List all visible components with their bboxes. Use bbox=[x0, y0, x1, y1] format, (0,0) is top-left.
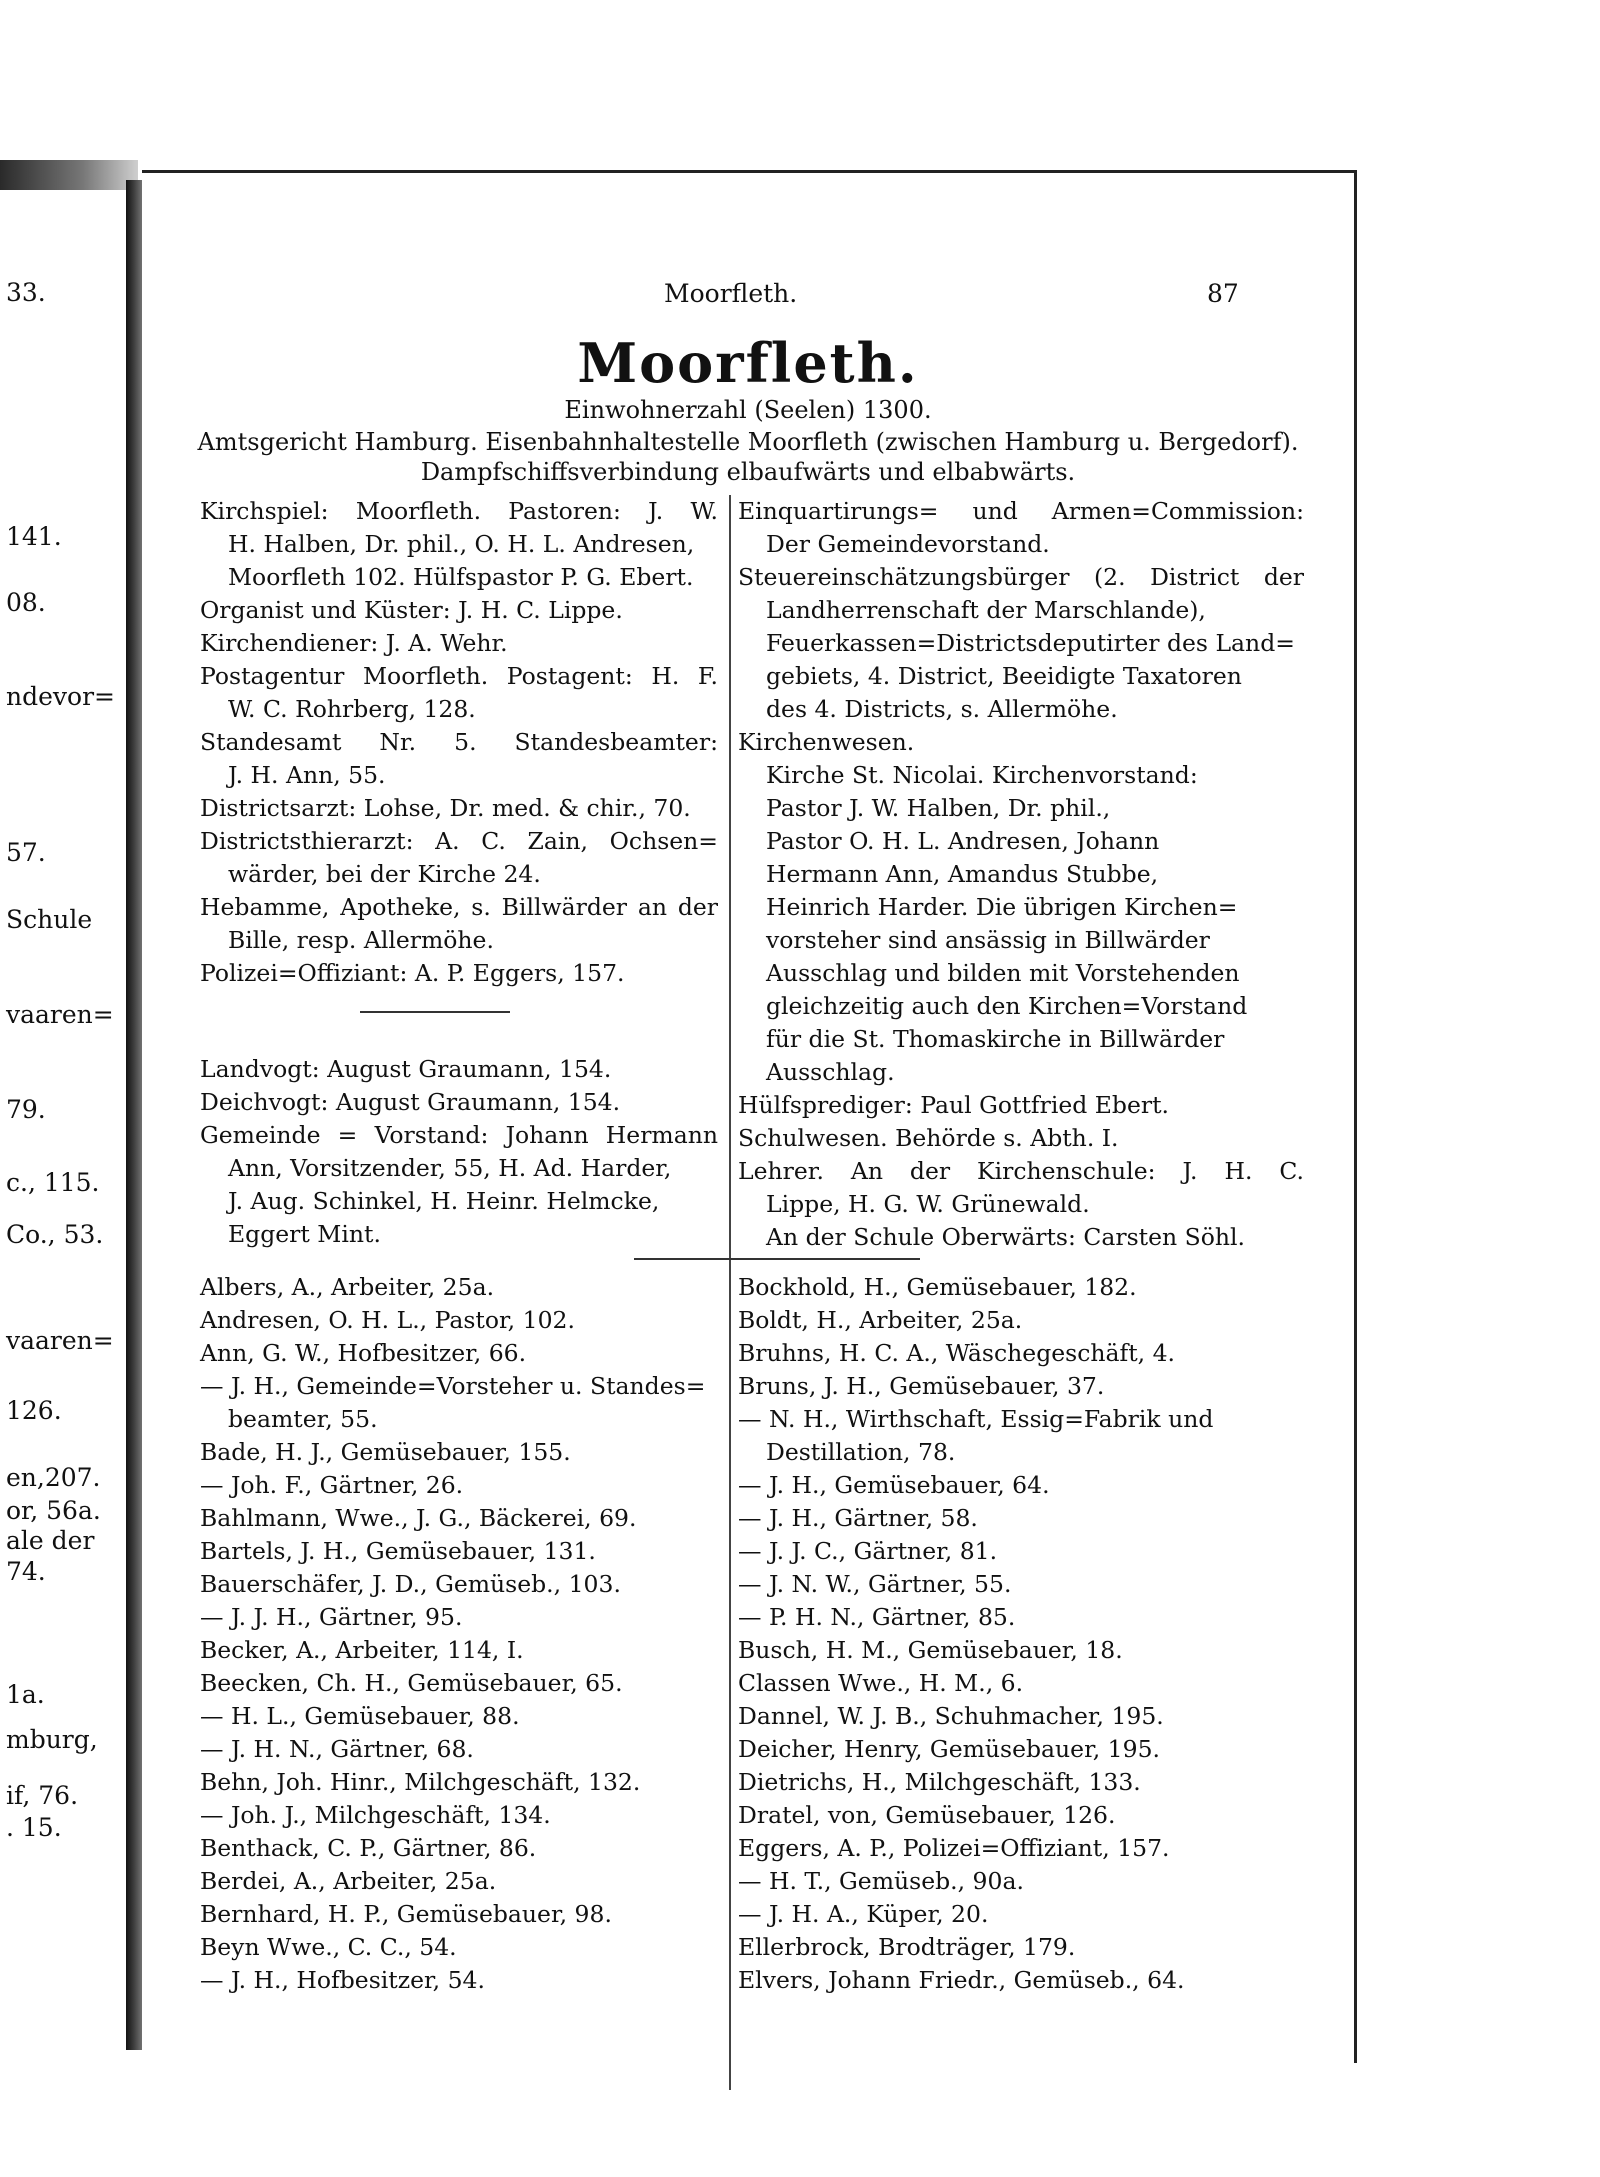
officials-line: J. Aug. Schinkel, H. Heinr. Helmcke, bbox=[228, 1187, 660, 1215]
running-title: Moorfleth. bbox=[664, 279, 798, 308]
officials-left-2 bbox=[200, 1053, 718, 1251]
resident-entry: — J. H. N., Gärtner, 68. bbox=[200, 1735, 474, 1763]
page-title: Moorfleth. bbox=[577, 331, 919, 395]
resident-entry: Andresen, O. H. L., Pastor, 102. bbox=[200, 1306, 575, 1334]
resident-entry: Bahlmann, Wwe., J. G., Bäckerei, 69. bbox=[200, 1504, 637, 1532]
facing-page-fragment: 1a. bbox=[6, 1680, 45, 1709]
officials-line: Landherrenschaft der Marschlande), bbox=[766, 596, 1206, 624]
resident-entry: — H. T., Gemüseb., 90a. bbox=[738, 1867, 1024, 1895]
facing-page-fragment: vaaren= bbox=[6, 1000, 114, 1029]
resident-entry: Eggers, A. P., Polizei=Offiziant, 157. bbox=[738, 1834, 1170, 1862]
officials-line: Eggert Mint. bbox=[228, 1220, 381, 1248]
officials-line: J. H. Ann, 55. bbox=[228, 761, 386, 789]
officials-line: An der Schule Oberwärts: Carsten Söhl. bbox=[766, 1223, 1245, 1251]
resident-entry: Ellerbrock, Brodträger, 179. bbox=[738, 1933, 1076, 1961]
resident-entry: Classen Wwe., H. M., 6. bbox=[738, 1669, 1024, 1697]
resident-entry: — J. N. W., Gärtner, 55. bbox=[738, 1570, 1012, 1598]
residents-left bbox=[200, 1271, 718, 1997]
resident-entry: Bruhns, H. C. A., Wäschegeschäft, 4. bbox=[738, 1339, 1176, 1367]
resident-entry: Albers, A., Arbeiter, 25a. bbox=[200, 1273, 495, 1301]
officials-line: Steuereinschätzungsbürger (2. District der bbox=[738, 563, 1304, 591]
officials-left bbox=[200, 495, 718, 990]
resident-entry: Bernhard, H. P., Gemüsebauer, 98. bbox=[200, 1900, 612, 1928]
officials-right bbox=[738, 495, 1304, 1254]
officials-line: Ann, Vorsitzender, 55, H. Ad. Harder, bbox=[228, 1154, 672, 1182]
officials-line: Deichvogt: August Graumann, 154. bbox=[200, 1088, 621, 1116]
facing-page-fragment: 08. bbox=[6, 588, 46, 617]
officials-line: H. Halben, Dr. phil., O. H. L. Andresen, bbox=[228, 530, 695, 558]
resident-entry: Destillation, 78. bbox=[766, 1438, 956, 1466]
facing-page-fragment: 141. bbox=[6, 522, 62, 551]
officials-line: Kirchenwesen. bbox=[738, 728, 915, 756]
officials-line: Districtsarzt: Lohse, Dr. med. & chir., 70. bbox=[200, 794, 691, 822]
officials-line: wärder, bei der Kirche 24. bbox=[228, 860, 541, 888]
resident-entry: Bartels, J. H., Gemüsebauer, 131. bbox=[200, 1537, 596, 1565]
facing-page-fragment: 126. bbox=[6, 1396, 62, 1425]
officials-line: Lehrer. An der Kirchenschule: J. H. C. bbox=[738, 1157, 1304, 1185]
officials-line: Kirchspiel: Moorfleth. Pastoren: J. W. bbox=[200, 497, 718, 525]
resident-entry: — Joh. J., Milchgeschäft, 134. bbox=[200, 1801, 551, 1829]
facing-page-fragment: 79. bbox=[6, 1095, 46, 1124]
resident-entry: — J. H., Gemeinde=Vorsteher u. Standes= bbox=[200, 1372, 706, 1400]
resident-entry: — P. H. N., Gärtner, 85. bbox=[738, 1603, 1016, 1631]
officials-line: Der Gemeindevorstand. bbox=[766, 530, 1050, 558]
resident-entry: Beecken, Ch. H., Gemüsebauer, 65. bbox=[200, 1669, 623, 1697]
officials-line: Lippe, H. G. W. Grünewald. bbox=[766, 1190, 1090, 1218]
resident-entry: — J. H., Gärtner, 58. bbox=[738, 1504, 978, 1532]
resident-entry: beamter, 55. bbox=[228, 1405, 378, 1433]
resident-entry: Dratel, von, Gemüsebauer, 126. bbox=[738, 1801, 1116, 1829]
resident-entry: Bade, H. J., Gemüsebauer, 155. bbox=[200, 1438, 571, 1466]
officials-line: Moorfleth 102. Hülfspastor P. G. Ebert. bbox=[228, 563, 694, 591]
resident-entry: — J. H. A., Küper, 20. bbox=[738, 1900, 989, 1928]
resident-entry: Elvers, Johann Friedr., Gemüseb., 64. bbox=[738, 1966, 1185, 1994]
facing-page-fragment: Co., 53. bbox=[6, 1220, 104, 1249]
officials-line: für die St. Thomaskirche in Billwärder bbox=[766, 1025, 1225, 1053]
officials-line: Standesamt Nr. 5. Standesbeamter: bbox=[200, 728, 718, 756]
facing-page-fragment: . 15. bbox=[6, 1813, 62, 1842]
resident-entry: — J. H., Gemüsebauer, 64. bbox=[738, 1471, 1050, 1499]
resident-entry: — J. J. H., Gärtner, 95. bbox=[200, 1603, 463, 1631]
resident-entry: Boldt, H., Arbeiter, 25a. bbox=[738, 1306, 1023, 1334]
officials-line: Feuerkassen=Districtsdeputirter des Land= bbox=[766, 629, 1295, 657]
facing-page-fragment: or, 56a. bbox=[6, 1496, 101, 1525]
resident-entry: — Joh. F., Gärtner, 26. bbox=[200, 1471, 464, 1499]
facing-page-fragment: Schule bbox=[6, 905, 93, 934]
officials-line: Landvogt: August Graumann, 154. bbox=[200, 1055, 612, 1083]
resident-entry: Deicher, Henry, Gemüsebauer, 195. bbox=[738, 1735, 1161, 1763]
officials-line: Einquartirungs= und Armen=Commission: bbox=[738, 497, 1304, 525]
facing-page-top-edge bbox=[0, 160, 138, 190]
officials-line: Hülfsprediger: Paul Gottfried Ebert. bbox=[738, 1091, 1170, 1119]
officials-line: Kirchendiener: J. A. Wehr. bbox=[200, 629, 508, 657]
page-number: 87 bbox=[1207, 279, 1239, 308]
officials-line: Ausschlag. bbox=[766, 1058, 895, 1086]
facing-page-fragment: mburg, bbox=[6, 1725, 98, 1754]
facing-page-fragment: en,207. bbox=[6, 1463, 101, 1492]
intro-line: Dampfschiffsverbindung elbaufwärts und elbabwärts. bbox=[420, 458, 1076, 486]
officials-line: gebiets, 4. District, Beeidigte Taxatoren bbox=[766, 662, 1242, 690]
officials-line: Pastor O. H. L. Andresen, Johann bbox=[766, 827, 1160, 855]
resident-entry: Berdei, A., Arbeiter, 25a. bbox=[200, 1867, 497, 1895]
resident-entry: Benthack, C. P., Gärtner, 86. bbox=[200, 1834, 537, 1862]
officials-line: Ausschlag und bilden mit Vorstehenden bbox=[766, 959, 1240, 987]
intro-line: Amtsgericht Hamburg. Eisenbahnhaltestelle Moorfleth (zwischen Hamburg u. Bergedorf). bbox=[197, 428, 1299, 456]
facing-page-fragment: ndevor= bbox=[6, 682, 115, 711]
officials-line: gleichzeitig auch den Kirchen=Vorstand bbox=[766, 992, 1248, 1020]
resident-entry: Busch, H. M., Gemüsebauer, 18. bbox=[738, 1636, 1123, 1664]
resident-entry: — J. H., Hofbesitzer, 54. bbox=[200, 1966, 485, 1994]
intro-line: Einwohnerzahl (Seelen) 1300. bbox=[564, 396, 932, 424]
facing-page-fragment: vaaren= bbox=[6, 1326, 114, 1355]
resident-entry: — J. J. C., Gärtner, 81. bbox=[738, 1537, 998, 1565]
facing-page-fragment: ale der bbox=[6, 1526, 95, 1555]
resident-entry: — H. L., Gemüsebauer, 88. bbox=[200, 1702, 520, 1730]
resident-entry: Dannel, W. J. B., Schuhmacher, 195. bbox=[738, 1702, 1164, 1730]
officials-line: Schulwesen. Behörde s. Abth. I. bbox=[738, 1124, 1119, 1152]
officials-line: Kirche St. Nicolai. Kirchenvorstand: bbox=[766, 761, 1198, 789]
resident-entry: Bauerschäfer, J. D., Gemüseb., 103. bbox=[200, 1570, 621, 1598]
facing-page-fragment: 57. bbox=[6, 838, 46, 867]
resident-entry: Beyn Wwe., C. C., 54. bbox=[200, 1933, 457, 1961]
residents-right bbox=[738, 1271, 1304, 1997]
resident-entry: Bruns, J. H., Gemüsebauer, 37. bbox=[738, 1372, 1105, 1400]
facing-page-fragment: 74. bbox=[6, 1557, 46, 1586]
resident-entry: Ann, G. W., Hofbesitzer, 66. bbox=[200, 1339, 527, 1367]
resident-entry: Becker, A., Arbeiter, 114, I. bbox=[200, 1636, 524, 1664]
section-rule bbox=[360, 1011, 510, 1013]
officials-line: Districtsthierarzt: A. C. Zain, Ochsen= bbox=[200, 827, 718, 855]
facing-page-edge bbox=[0, 170, 138, 2050]
column-divider bbox=[729, 495, 731, 2090]
resident-entry: Behn, Joh. Hinr., Milchgeschäft, 132. bbox=[200, 1768, 641, 1796]
facing-page-fragment: if, 76. bbox=[6, 1781, 79, 1810]
officials-line: vorsteher sind ansässig in Billwärder bbox=[766, 926, 1210, 954]
officials-line: Bille, resp. Allermöhe. bbox=[228, 926, 494, 954]
officials-line: W. C. Rohrberg, 128. bbox=[228, 695, 476, 723]
officials-line: Pastor J. W. Halben, Dr. phil., bbox=[766, 794, 1111, 822]
officials-line: Gemeinde = Vorstand: Johann Hermann bbox=[200, 1121, 718, 1149]
officials-line: Postagentur Moorfleth. Postagent: H. F. bbox=[200, 662, 718, 690]
facing-page-fragment: c., 115. bbox=[6, 1168, 100, 1197]
officials-line: Hebamme, Apotheke, s. Billwärder an der bbox=[200, 893, 718, 921]
officials-line: Polizei=Offiziant: A. P. Eggers, 157. bbox=[200, 959, 625, 987]
page-87 bbox=[142, 170, 1357, 2063]
officials-line: Heinrich Harder. Die übrigen Kirchen= bbox=[766, 893, 1238, 921]
officials-line: des 4. Districts, s. Allermöhe. bbox=[766, 695, 1118, 723]
officials-line: Organist und Küster: J. H. C. Lippe. bbox=[200, 596, 623, 624]
section-rule bbox=[634, 1258, 920, 1260]
facing-page-fragment: 33. bbox=[6, 278, 46, 307]
resident-entry: Dietrichs, H., Milchgeschäft, 133. bbox=[738, 1768, 1141, 1796]
resident-entry: — N. H., Wirthschaft, Essig=Fabrik und bbox=[738, 1405, 1214, 1433]
officials-line: Hermann Ann, Amandus Stubbe, bbox=[766, 860, 1159, 888]
resident-entry: Bockhold, H., Gemüsebauer, 182. bbox=[738, 1273, 1137, 1301]
